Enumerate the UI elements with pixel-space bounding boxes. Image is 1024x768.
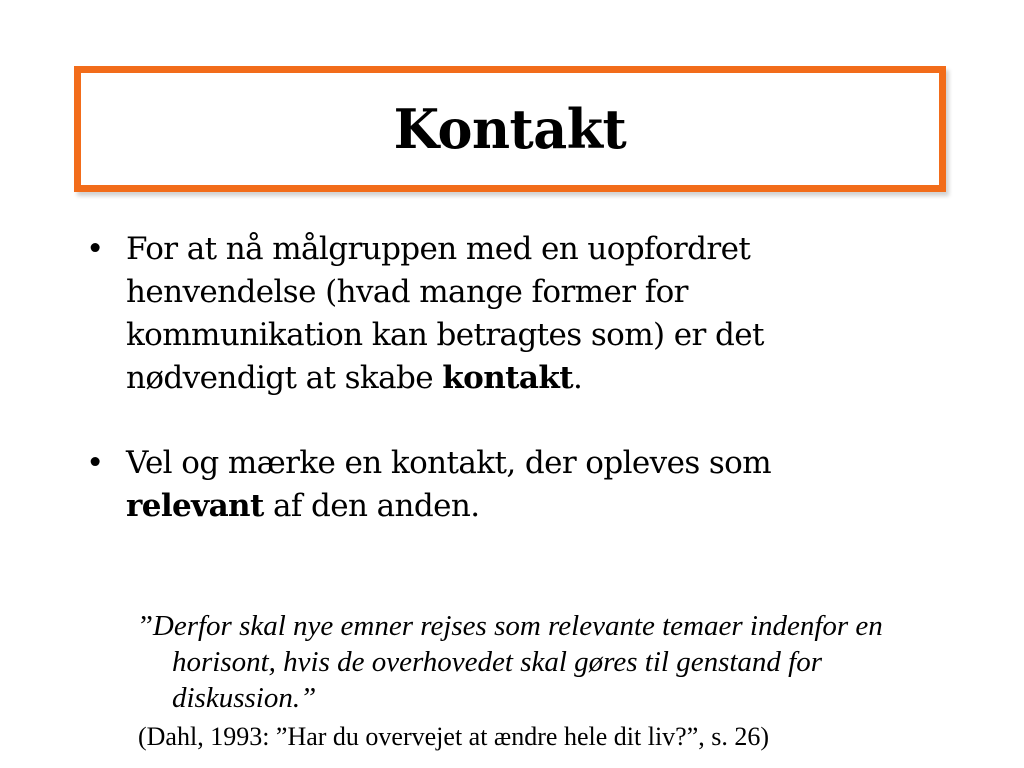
bullet-item-relevant [86,442,906,528]
slide-title: Kontakt [393,97,627,161]
bullet-text-end: . [572,360,583,396]
bullet-list [86,228,906,528]
quote-open-mark: ” [140,610,153,642]
bullet-bold-term: kontakt [442,360,573,396]
bullet-text-end: af den anden. [263,488,480,524]
citation: (Dahl, 1993: ”Har du overvejet at ændre hele dit liv?”, s. 26) [138,722,770,751]
bullet-text: Vel og mærke en kontakt, der opleves som [126,445,772,481]
bullet-item-contact [86,228,906,400]
bullet-bold-term: relevant [126,488,264,524]
title-frame [74,66,946,192]
quote-text: Derfor skal nye emner rejses som relevante temaer indenfor en horisont, hvis de overhovedet skal gøres til genstand for diskussion.” [152,610,883,714]
bullet-icon: • [86,231,104,267]
bullet-text: For at nå målgruppen med en uopfordret henvendelse (hvad mange former for kommunikation kan betragtes som) er det nødvendigt at skabe [126,231,764,396]
bullet-icon: • [86,445,104,481]
quote-block [140,608,972,716]
